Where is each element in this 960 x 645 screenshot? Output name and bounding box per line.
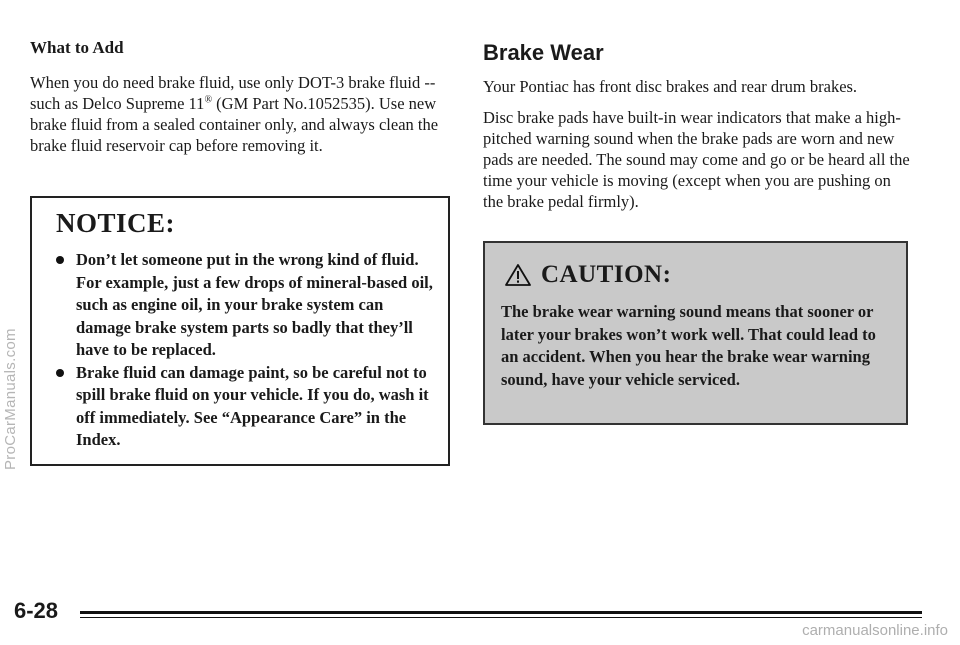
notice-item [50, 362, 434, 452]
brake-wear-title: Brake Wear [483, 40, 604, 65]
right-column [483, 38, 913, 222]
notice-box [30, 196, 450, 466]
footer-rule-thin [80, 617, 922, 618]
notice-title: NOTICE: [56, 208, 176, 238]
notice-list [50, 249, 434, 452]
registered-mark: ® [204, 94, 213, 106]
page-footer [14, 598, 914, 628]
what-to-add-heading: What to Add [30, 38, 124, 57]
footer-rule [80, 611, 922, 614]
paragraph-text-post: (GM Part No.1052535). Use new brake fluid from a sealed container only, and always clean the brake fluid reservoir cap before removing it. [30, 94, 439, 155]
notice-item [50, 249, 434, 362]
caution-text: The brake wear warning sound means that sooner or later your brakes won’t work well. That could lead to an accident. When you hear the brake wear warning sound, have your vehicle serviced. [501, 302, 876, 389]
notice-item-text: Don’t let someone put in the wrong kind of fluid. For example, just a few drops of mineral-based oil, such as engine oil, in your brake system can damage brake system parts so badly that they’ll have to be replaced. [76, 250, 433, 359]
left-column [30, 38, 450, 166]
bottom-watermark: carmanualsonline.info [802, 622, 948, 639]
brake-wear-paragraph-2: Disc brake pads have built-in wear indicators that make a high-pitched warning sound when the brake pads are worn and new pads are needed. The sound may come and go or be heard all the time your vehicle is moving (except when you are pushing on the brake pedal firmly). [483, 108, 910, 211]
page-number: 6-28 [14, 598, 59, 623]
paragraph-text-pre: When you do need brake fluid, use only DOT-3 brake fluid -- such as Delco Supreme 11 [30, 73, 436, 113]
notice-item-text: Brake fluid can damage paint, so be careful not to spill brake fluid on your vehicle. If you do, wash it off immediately. See “Appearance Care” in the Index. [76, 362, 429, 449]
caution-box [483, 241, 908, 425]
caution-header [505, 261, 892, 289]
caution-title: CAUTION: [541, 261, 672, 288]
side-watermark: ProCarManuals.com [2, 328, 19, 470]
bullet-icon [56, 256, 64, 264]
what-to-add-paragraph [30, 72, 450, 156]
warning-triangle-icon [505, 263, 531, 287]
brake-wear-paragraph-1: Your Pontiac has front disc brakes and rear drum brakes. [483, 77, 858, 96]
bullet-icon [56, 369, 64, 377]
